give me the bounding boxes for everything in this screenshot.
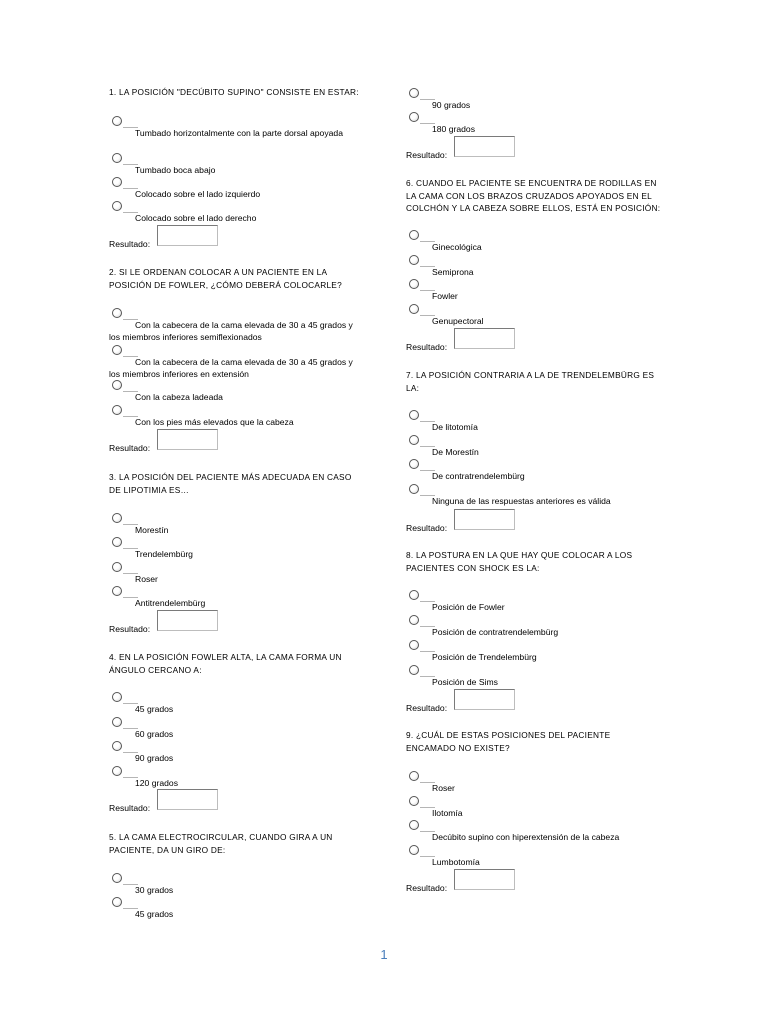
radio-button[interactable]	[409, 410, 419, 420]
result-label: Resultado:	[109, 624, 151, 634]
answer-option[interactable]	[109, 319, 364, 344]
answer-option[interactable]	[109, 597, 364, 609]
answer-option-label: 30 grados	[135, 885, 174, 895]
result-row	[109, 228, 229, 250]
answer-option[interactable]	[109, 391, 364, 403]
answer-option-label: Antitrendelembürg	[135, 598, 206, 608]
result-label: Resultado:	[406, 342, 448, 352]
answer-option-label: Semiprona	[432, 267, 474, 277]
result-input[interactable]	[454, 136, 515, 157]
result-label: Resultado:	[406, 150, 448, 160]
answer-option-label: 180 grados	[432, 124, 476, 134]
result-label: Resultado:	[109, 443, 151, 453]
answer-option[interactable]	[406, 315, 661, 327]
answer-option[interactable]	[109, 524, 364, 536]
answer-option-label: Tumbado horizontalmente con la parte dorsal apoyada	[135, 128, 343, 138]
answer-option-label: Decúbito supino con hiperextensión de la cabeza	[432, 832, 620, 842]
result-row	[406, 139, 526, 161]
answer-option[interactable]	[406, 782, 661, 794]
radio-button[interactable]	[112, 177, 122, 187]
answer-option[interactable]	[109, 356, 364, 381]
answer-option-label: Morestín	[135, 525, 169, 535]
answer-option[interactable]	[109, 777, 364, 789]
question-1-title: 1. LA POSICIÓN "DECÚBITO SUPINO" CONSISTE EN ESTAR:	[109, 87, 359, 97]
answer-option[interactable]	[406, 241, 661, 253]
question-3-title: 3. LA POSICIÓN DEL PACIENTE MÁS ADECUADA EN CASO DE LIPOTIMIA ES…	[109, 472, 352, 495]
answer-option-label: 45 grados	[135, 704, 174, 714]
radio-button[interactable]	[112, 537, 122, 547]
answer-option[interactable]	[109, 212, 364, 224]
answer-option-label: Con la cabecera de la cama elevada de 30 a 45 grados y los miembros inferiores semiflexionados	[109, 320, 353, 343]
answer-option-label: Roser	[432, 783, 455, 793]
answer-option-label: 90 grados	[135, 753, 174, 763]
radio-button[interactable]	[409, 820, 419, 830]
question-7-title: 7. LA POSICIÓN CONTRARIA A LA DE TRENDELEMBÜRG ES LA:	[406, 370, 655, 393]
radio-button[interactable]	[409, 771, 419, 781]
result-input[interactable]	[157, 610, 218, 631]
radio-button[interactable]	[409, 459, 419, 469]
radio-button[interactable]	[409, 484, 419, 494]
radio-button[interactable]	[409, 304, 419, 314]
radio-button[interactable]	[409, 640, 419, 650]
result-label: Resultado:	[109, 239, 151, 249]
radio-button[interactable]	[112, 897, 122, 907]
radio-button[interactable]	[112, 692, 122, 702]
answer-option-label: Con la cabeza ladeada	[135, 392, 223, 402]
radio-button[interactable]	[112, 873, 122, 883]
answer-option[interactable]	[109, 752, 364, 764]
answer-option-label: Posición de Trendelembürg	[432, 652, 537, 662]
answer-option-label: Lumbotomía	[432, 857, 480, 867]
radio-button[interactable]	[409, 112, 419, 122]
radio-button[interactable]	[112, 562, 122, 572]
answer-option[interactable]	[109, 548, 364, 560]
answer-option[interactable]	[109, 908, 364, 920]
result-input[interactable]	[454, 509, 515, 530]
answer-option[interactable]	[406, 446, 661, 458]
radio-button[interactable]	[409, 279, 419, 289]
question-2-title: 2. SI LE ORDENAN COLOCAR A UN PACIENTE EN LA POSICIÓN DE FOWLER, ¿CÓMO DEBERÁ COLOCARLE?	[109, 267, 342, 290]
radio-button[interactable]	[112, 405, 122, 415]
radio-button[interactable]	[409, 665, 419, 675]
answer-option-label: Genupectoral	[432, 316, 484, 326]
answer-option[interactable]	[109, 703, 364, 715]
result-input[interactable]	[157, 789, 218, 810]
answer-option-label: Tumbado boca abajo	[135, 165, 216, 175]
answer-option-label: Posición de contratrendelembürg	[432, 627, 559, 637]
result-label: Resultado:	[406, 883, 448, 893]
answer-option[interactable]	[109, 416, 364, 428]
answer-option-label: Ginecológica	[432, 242, 482, 252]
result-input[interactable]	[454, 328, 515, 349]
result-input[interactable]	[157, 225, 218, 246]
answer-option-label: Trendelembürg	[135, 549, 193, 559]
radio-button[interactable]	[409, 615, 419, 625]
radio-button[interactable]	[112, 116, 122, 126]
radio-button[interactable]	[409, 230, 419, 240]
answer-option[interactable]	[406, 421, 661, 433]
answer-option[interactable]	[406, 831, 661, 843]
answer-option-label: Posición de Sims	[432, 677, 498, 687]
answer-option[interactable]	[406, 99, 661, 111]
answer-option-label: 60 grados	[135, 729, 174, 739]
answer-option-label: De contratrendelembürg	[432, 471, 525, 481]
answer-option-label: 90 grados	[432, 100, 471, 110]
radio-button[interactable]	[112, 308, 122, 318]
answer-option-label: Posición de Fowler	[432, 602, 505, 612]
question-5-title: 5. LA CAMA ELECTROCIRCULAR, CUANDO GIRA A UN PACIENTE, DA UN GIRO DE:	[109, 832, 333, 855]
answer-option-label: Fowler	[432, 291, 458, 301]
result-row	[406, 512, 526, 534]
result-row	[109, 432, 229, 454]
question-4-title: 4. EN LA POSICIÓN FOWLER ALTA, LA CAMA FORMA UN ÁNGULO CERCANO A:	[109, 652, 342, 675]
radio-button[interactable]	[112, 345, 122, 355]
answer-option[interactable]	[109, 164, 364, 176]
result-label: Resultado:	[406, 703, 448, 713]
answer-option-label: Ninguna de las respuestas anteriores es válida	[432, 496, 611, 506]
answer-option-label: Colocado sobre el lado derecho	[135, 213, 257, 223]
answer-option[interactable]	[406, 123, 661, 135]
answer-option[interactable]	[406, 807, 661, 819]
radio-button[interactable]	[409, 435, 419, 445]
result-label: Resultado:	[109, 803, 151, 813]
answer-option[interactable]	[406, 266, 661, 278]
result-row	[109, 613, 229, 635]
answer-option-label: Con los pies más elevados que la cabeza	[135, 417, 294, 427]
result-label: Resultado:	[406, 523, 448, 533]
radio-button[interactable]	[112, 766, 122, 776]
answer-option[interactable]	[109, 884, 364, 896]
answer-option[interactable]	[109, 127, 364, 139]
result-row	[406, 692, 526, 714]
radio-button[interactable]	[112, 586, 122, 596]
answer-option-label: De Morestín	[432, 447, 479, 457]
radio-button[interactable]	[409, 796, 419, 806]
answer-option[interactable]	[406, 676, 661, 688]
radio-button[interactable]	[409, 255, 419, 265]
result-row	[109, 792, 229, 814]
radio-button[interactable]	[409, 845, 419, 855]
answer-option[interactable]	[109, 573, 364, 585]
question-8-title: 8. LA POSTURA EN LA QUE HAY QUE COLOCAR A LOS PACIENTES CON SHOCK ES LA:	[406, 550, 633, 573]
result-input[interactable]	[157, 429, 218, 450]
answer-option[interactable]	[406, 290, 661, 302]
answer-option[interactable]	[406, 470, 661, 482]
result-row	[406, 331, 526, 353]
answer-option[interactable]	[109, 188, 364, 200]
answer-option[interactable]	[406, 626, 661, 638]
result-row	[406, 872, 526, 894]
answer-option[interactable]	[406, 651, 661, 663]
answer-option[interactable]	[406, 856, 661, 868]
answer-option[interactable]	[109, 728, 364, 740]
radio-button[interactable]	[112, 201, 122, 211]
question-9-title: 9. ¿CUÁL DE ESTAS POSICIONES DEL PACIENTE ENCAMADO NO EXISTE?	[406, 730, 611, 753]
radio-button[interactable]	[409, 88, 419, 98]
result-input[interactable]	[454, 869, 515, 890]
answer-option-label: 120 grados	[135, 778, 179, 788]
answer-option-label: Colocado sobre el lado izquierdo	[135, 189, 261, 199]
radio-button[interactable]	[112, 513, 122, 523]
answer-option-label: 45 grados	[135, 909, 174, 919]
question-6-title: 6. CUANDO EL PACIENTE SE ENCUENTRA DE RODILLAS EN LA CAMA CON LOS BRAZOS CRUZADOS APOYADOS EN EL COLCHÓN Y LA CABEZA SOBRE ELLOS, ESTÁ EN POSICIÓN:	[406, 178, 661, 213]
answer-option-label: Con la cabecera de la cama elevada de 30 a 45 grados y los miembros inferiores en extensión	[109, 357, 353, 380]
page-number: 1	[380, 947, 388, 962]
answer-option[interactable]	[406, 601, 661, 613]
radio-button[interactable]	[112, 741, 122, 751]
radio-button[interactable]	[112, 717, 122, 727]
answer-option-label: De litotomía	[432, 422, 478, 432]
answer-option-label: Roser	[135, 574, 158, 584]
answer-option-label: Ilotomía	[432, 808, 463, 818]
radio-button[interactable]	[409, 590, 419, 600]
radio-button[interactable]	[112, 153, 122, 163]
answer-option[interactable]	[406, 495, 661, 507]
result-input[interactable]	[454, 689, 515, 710]
radio-button[interactable]	[112, 380, 122, 390]
